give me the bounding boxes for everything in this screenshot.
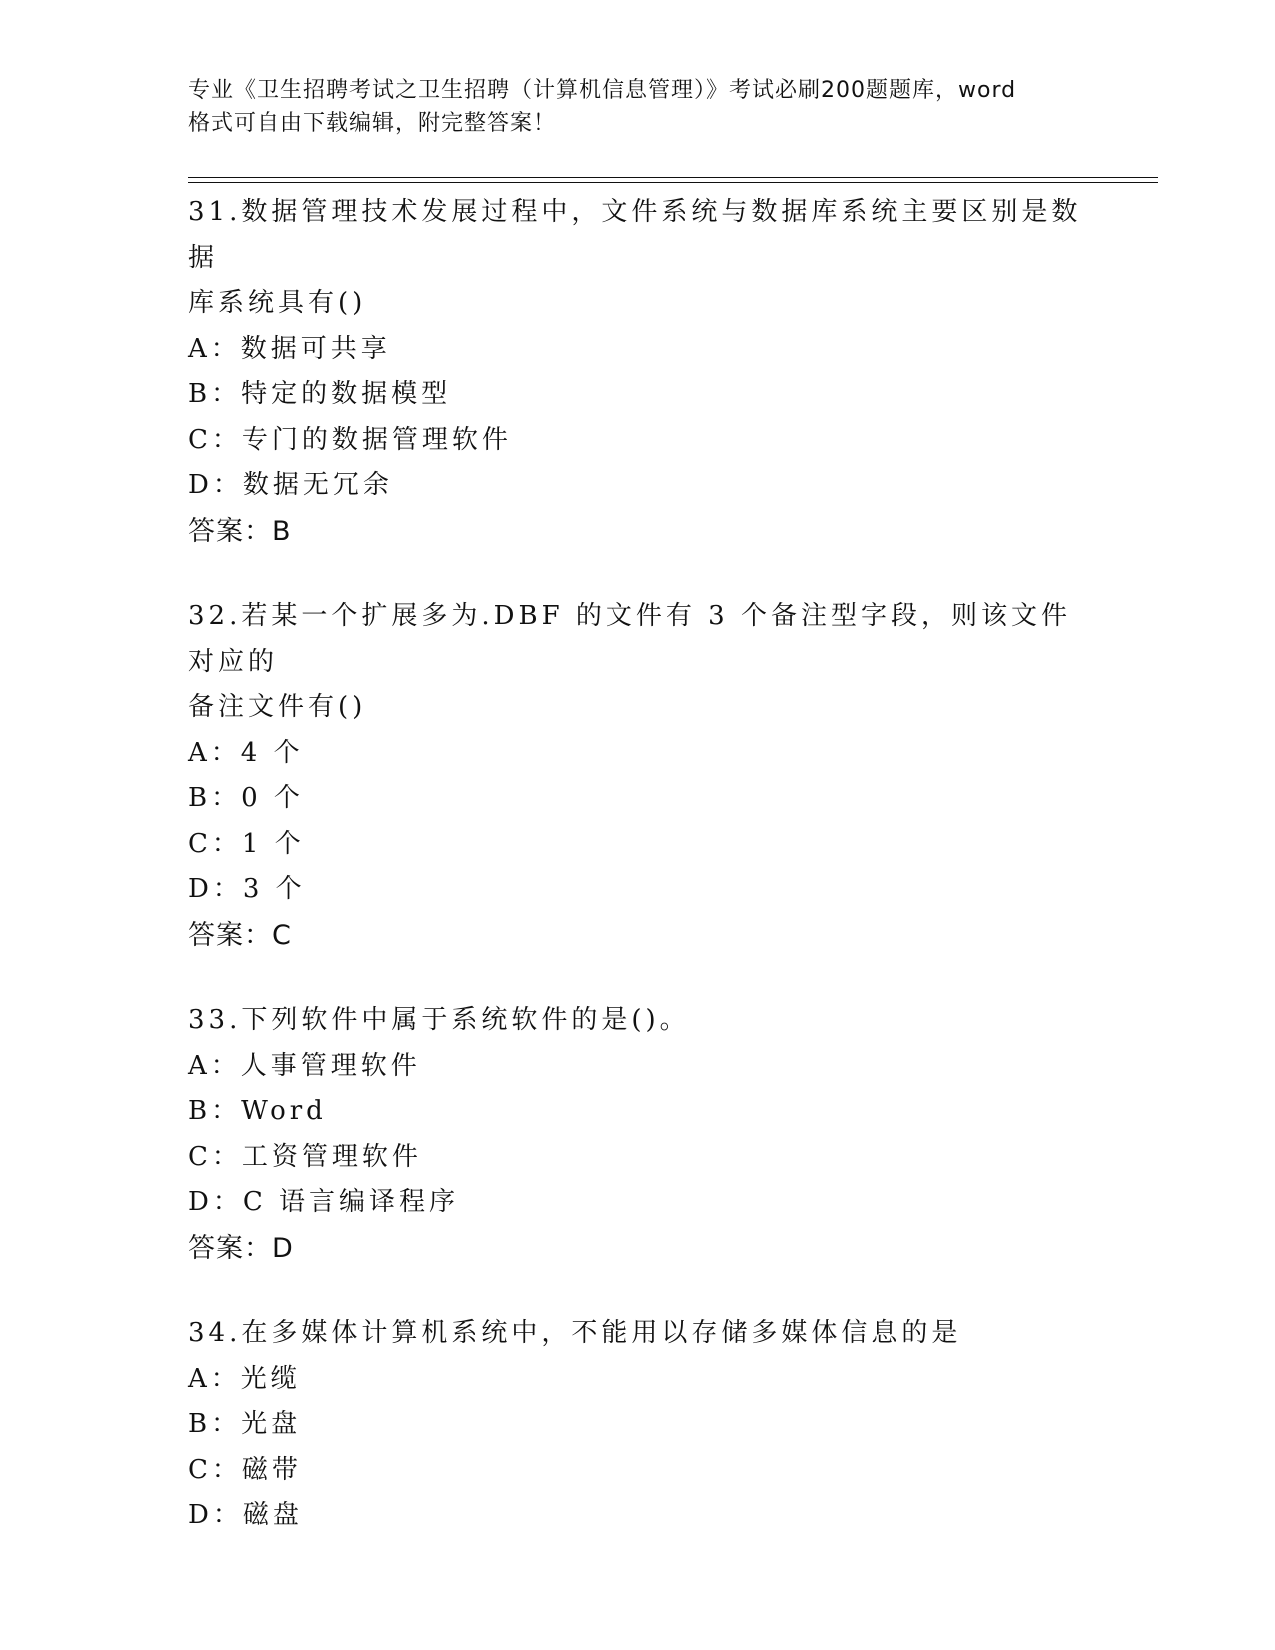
- header-divider: [188, 177, 1158, 184]
- option-d: D：磁盘: [188, 1500, 303, 1530]
- header-line-2: 格式可自由下载编辑，附完整答案！: [188, 111, 557, 136]
- answer-line: 答案：C: [188, 919, 292, 951]
- answer-line: 答案：B: [188, 515, 292, 547]
- option-b: B：光盘: [188, 1409, 302, 1439]
- option-c: C：专门的数据管理软件: [188, 424, 512, 455]
- question-32: [188, 594, 1088, 958]
- question-31: [188, 190, 1088, 554]
- document-header: [188, 74, 1088, 140]
- option-a: A：光缆: [188, 1363, 301, 1394]
- question-33: [188, 998, 1088, 1271]
- question-34: [188, 1311, 1088, 1539]
- option-a: A：4 个: [188, 737, 304, 768]
- option-c: C：工资管理软件: [188, 1141, 422, 1172]
- option-a: A：数据可共享: [188, 333, 391, 364]
- question-list: [188, 190, 1088, 1579]
- question-text-line: 31.数据管理技术发展过程中，文件系统与数据库系统主要区别是数据: [188, 197, 1082, 273]
- question-text-line: 33.下列软件中属于系统软件的是()。: [188, 1005, 690, 1035]
- option-d: D：C 语言编译程序: [188, 1187, 460, 1217]
- answer-line: 答案：D: [188, 1232, 294, 1264]
- question-text-line: 备注文件有(): [188, 692, 367, 722]
- header-line-1: 专业《卫生招聘考试之卫生招聘（计算机信息管理）》考试必刷200题题库，word: [188, 78, 1017, 103]
- option-a: A：人事管理软件: [188, 1050, 421, 1081]
- option-b: B：Word: [188, 1096, 327, 1126]
- option-b: B：0 个: [188, 783, 304, 813]
- option-d: D：数据无冗余: [188, 470, 393, 500]
- option-c: C：1 个: [188, 828, 305, 859]
- question-text-line: 库系统具有(): [188, 288, 367, 318]
- question-text-line: 32.若某一个扩展多为.DBF 的文件有 3 个备注型字段，则该文件对应的: [188, 601, 1071, 677]
- option-b: B：特定的数据模型: [188, 379, 452, 409]
- option-d: D：3 个: [188, 874, 306, 904]
- option-c: C：磁带: [188, 1454, 302, 1485]
- question-text-line: 34.在多媒体计算机系统中，不能用以存储多媒体信息的是: [188, 1318, 962, 1348]
